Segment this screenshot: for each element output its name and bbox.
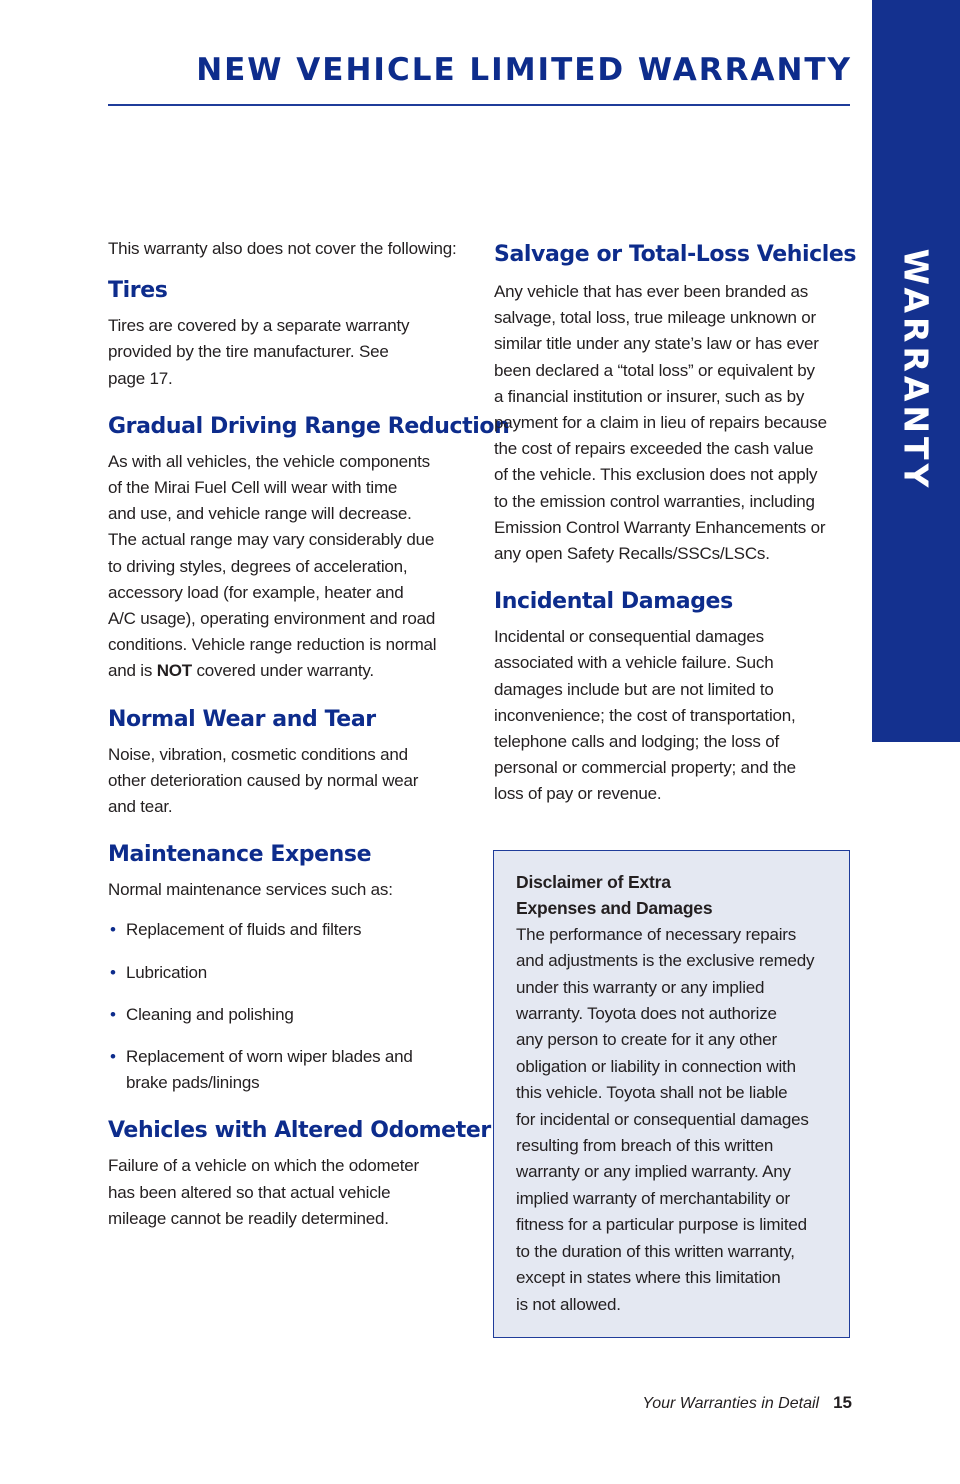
tires-text: Tires are covered by a separate warranty provided by the tire manufacturer. See page 17. bbox=[108, 316, 410, 388]
not-emphasis: NOT bbox=[156, 661, 192, 681]
left-column bbox=[108, 236, 510, 1232]
list-item: • Replacement of worn wiper blades and brake pads/linings bbox=[108, 1044, 468, 1096]
tires-heading: Tires bbox=[108, 278, 168, 304]
disclaimer-box bbox=[493, 850, 850, 1338]
list-item: • Lubrication bbox=[108, 960, 468, 986]
odometer-text: Failure of a vehicle on which the odometer has been altered so that actual vehicle mileage cannot be readily determined. bbox=[108, 1156, 419, 1228]
salvage-text: Any vehicle that has ever been branded as salvage, total loss, true mileage unknown or similar title under any state’s law or has ever been declared a “total loss” or equivalent by a financial institution or insurer, such as by payment for a claim in lieu of repairs because the cost of repairs exceeded the cash value of the vehicle. This exclusion does not apply to the emission control warranties, including Emission Control Warranty Enhancements or any open Safety Recalls/SSCs/LSCs. bbox=[494, 282, 827, 564]
wear-text: Noise, vibration, cosmetic conditions and other deterioration caused by normal wear and tear. bbox=[108, 744, 419, 817]
intro-text: This warranty also does not cover the following: bbox=[108, 239, 457, 258]
range-text: As with all vehicles, the vehicle components of the Mirai Fuel Cell will wear with time and use, and vehicle range will decrease. The actual range may vary considerably due to driving styles, degrees of acceleration, accessory load (for example, heater and A/C usage), operating environment and road conditions. Vehicle range reduction is normal and is NOT covered under warranty. bbox=[108, 451, 437, 681]
side-tab-label: WARRANTY bbox=[896, 248, 936, 492]
incidental-text: Incidental or consequential damages associated with a vehicle failure. Such damages include but are not limited to inconvenience; the cost of transportation, telephone calls and lodging; the loss of personal or commercial property; and the loss of pay or revenue. bbox=[494, 627, 796, 804]
page-title: NEW VEHICLE LIMITED WARRANTY bbox=[196, 52, 852, 88]
page-number: 15 bbox=[833, 1393, 852, 1412]
list-item: • Replacement of fluids and filters bbox=[108, 917, 468, 943]
bullet-icon: • bbox=[110, 1047, 116, 1067]
bullet-icon: • bbox=[110, 920, 116, 940]
bullet-icon: • bbox=[110, 962, 116, 982]
list-item: • Cleaning and polishing bbox=[108, 1002, 468, 1028]
incidental-heading: Incidental Damages bbox=[494, 589, 733, 615]
page-footer bbox=[642, 1393, 852, 1413]
wear-heading: Normal Wear and Tear bbox=[108, 706, 376, 732]
bullet-icon: • bbox=[110, 1004, 116, 1024]
maintenance-intro: Normal maintenance services such as: bbox=[108, 880, 393, 900]
footer-label: Your Warranties in Detail bbox=[642, 1395, 820, 1412]
range-heading: Gradual Driving Range Reduction bbox=[108, 413, 510, 439]
odometer-heading: Vehicles with Altered Odometer bbox=[108, 1118, 491, 1144]
disclaimer-title: Disclaimer of Extra Expenses and Damages bbox=[516, 872, 713, 919]
maintenance-list bbox=[108, 917, 468, 1096]
right-column bbox=[494, 236, 857, 808]
maintenance-heading: Maintenance Expense bbox=[108, 842, 372, 868]
salvage-heading: Salvage or Total-Loss Vehicles bbox=[494, 242, 857, 267]
disclaimer-text: The performance of necessary repairs and adjustments is the exclusive remedy under this warranty or any implied warranty. Toyota does not authorize any person to create for it any other obligation or liability in connection with this vehicle. Toyota shall not be liable for incidental or consequential damages resulting from breach of this written warranty or any implied warranty. Any implied warranty of merchantability or fitness for a particular purpose is limited to the duration of this written warranty, except in states where this limitation is not allowed. bbox=[516, 924, 815, 1314]
title-rule bbox=[108, 104, 850, 106]
